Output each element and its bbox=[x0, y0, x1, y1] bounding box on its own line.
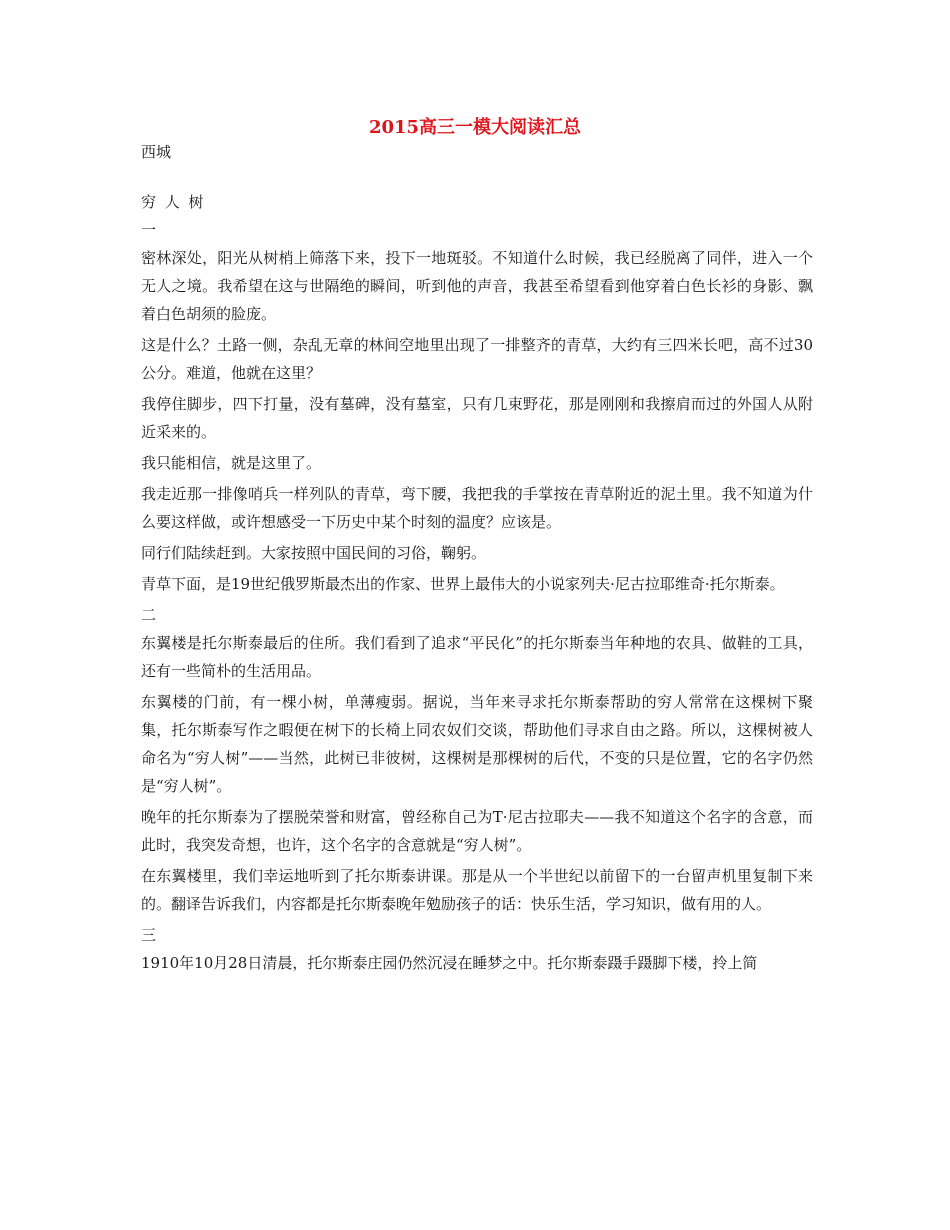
paragraph: 同行们陆续赶到。大家按照中国民间的习俗，鞠躬。 bbox=[141, 544, 487, 562]
section-number: 三 bbox=[141, 926, 157, 944]
paragraph: 1910年10月28日清晨，托尔斯泰庄园仍然沉浸在睡梦之中。托尔斯泰蹑手蹑脚下楼，拎上简 bbox=[141, 954, 758, 972]
section-number: 二 bbox=[141, 606, 157, 624]
section-number: 一 bbox=[141, 221, 157, 239]
paragraph: 我走近那一排像哨兵一样列队的青草，弯下腰，我把我的手掌按在青草附近的泥土里。我不知道为什么要这样做，或许想感受一下历史中某个时刻的温度？应该是。 bbox=[141, 485, 813, 531]
region-label: 西城 bbox=[141, 143, 172, 161]
paragraph: 我只能相信，就是这里了。 bbox=[141, 454, 322, 472]
paragraph: 东翼楼的门前，有一棵小树，单薄瘦弱。据说，当年来寻求托尔斯泰帮助的穷人常常在这棵树下聚集，托尔斯泰写作之暇便在树下的长椅上同农奴们交谈，帮助他们寻求自由之路。所以，这棵树被人命名为“穷人树”——当然，此树已非彼树，这棵树是那棵树的后代，不变的只是位置，它的名字仍然是“穷人树”。 bbox=[141, 693, 813, 795]
document-title: 2015高三一模大阅读汇总 bbox=[368, 117, 582, 138]
paragraph: 这是什么？土路一侧，杂乱无章的林间空地里出现了一排整齐的青草，大约有三四米长吧，高不过30公分。难道，他就在这里？ bbox=[141, 336, 813, 382]
paragraph: 我停住脚步，四下打量，没有墓碑，没有墓室，只有几束野花，那是刚刚和我擦肩而过的外国人从附近采来的。 bbox=[141, 395, 813, 441]
paragraph: 东翼楼是托尔斯泰最后的住所。我们看到了追求“平民化”的托尔斯泰当年种地的农具、做鞋的工具，还有一些简朴的生活用品。 bbox=[141, 634, 813, 680]
document-body bbox=[141, 138, 813, 980]
paragraph: 在东翼楼里，我们幸运地听到了托尔斯泰讲课。那是从一个半世纪以前留下的一台留声机里复制下来的。翻译告诉我们，内容都是托尔斯泰晚年勉励孩子的话：快乐生活，学习知识，做有用的人。 bbox=[141, 867, 813, 913]
article-title: 穷 人 树 bbox=[141, 193, 206, 211]
paragraph: 青草下面，是19世纪俄罗斯最杰出的作家、世界上最伟大的小说家列夫·尼古拉耶维奇·托尔斯泰。 bbox=[141, 575, 785, 593]
paragraph: 晚年的托尔斯泰为了摆脱荣誉和财富，曾经称自己为T·尼古拉耶夫——我不知道这个名字的含意，而此时，我突发奇想，也许，这个名字的含意就是“穷人树”。 bbox=[141, 808, 813, 854]
paragraph: 密林深处，阳光从树梢上筛落下来，投下一地斑驳。不知道什么时候，我已经脱离了同伴，进入一个无人之境。我希望在这与世隔绝的瞬间，听到他的声音，我甚至希望看到他穿着白色长衫的身影、飘着白色胡须的脸庞。 bbox=[141, 249, 813, 323]
